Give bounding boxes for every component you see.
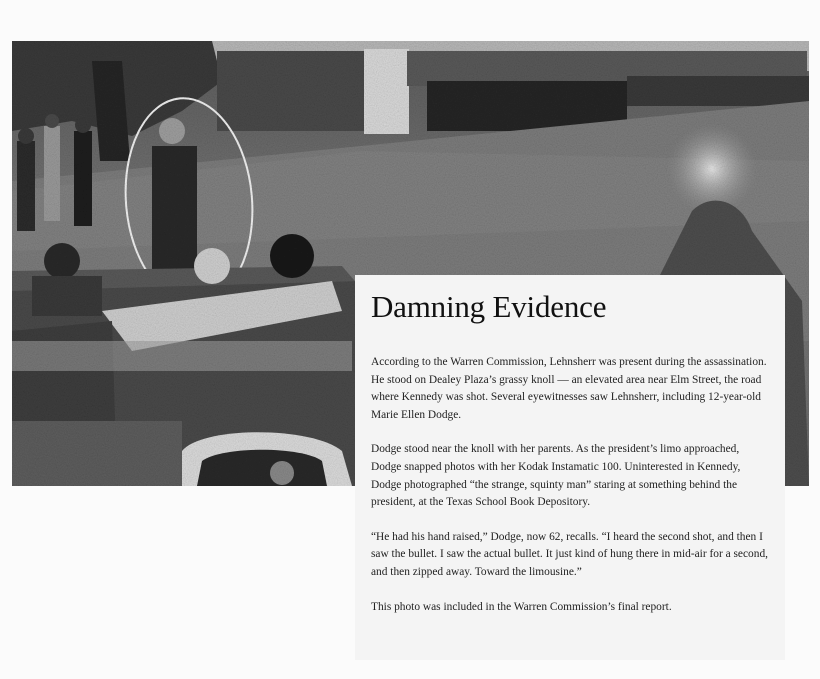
article-paragraph: This photo was included in the Warren Commission’s final report. xyxy=(371,600,672,613)
article-paragraph: Dodge stood near the knoll with her parents. As the president’s limo approached, Dodge snapped photos with her Kodak Instamatic 100. Uninterested in Kennedy, Dodge photographed “the strange, squinty man” staring at something behind the president, at the Texas School Book Depository. xyxy=(371,443,741,509)
article-card xyxy=(355,275,785,660)
article-title: Damning Evidence xyxy=(371,289,607,324)
article-paragraph: According to the Warren Commission, Lehnsherr was present during the assassination. He stood on Dealey Plaza’s grassy knoll — an elevated area near Elm Street, the road where Kennedy was shot. Several eyewitnesses saw Lehnsherr, including 12-year-old Marie Ellen Dodge. xyxy=(371,356,767,421)
article-paragraph: “He had his hand raised,” Dodge, now 62, recalls. “I heard the second shot, and then I saw the bullet. I saw the actual bullet. It just kind of hung there in mid-air for a second, and then zipped away. Toward the limousine.” xyxy=(371,530,768,578)
